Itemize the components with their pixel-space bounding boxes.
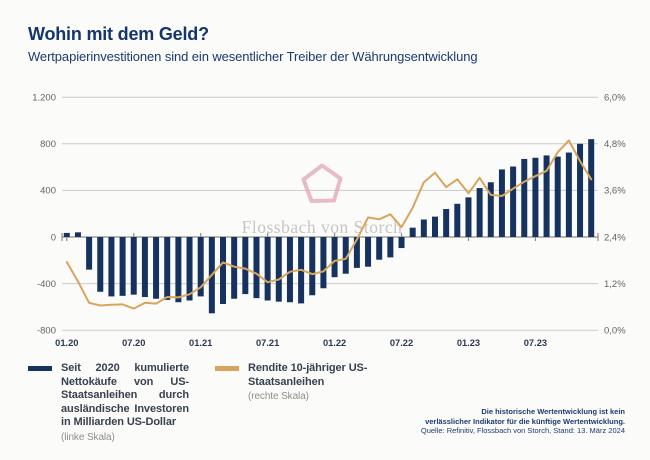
line-series-label-block — [248, 362, 370, 404]
bar — [108, 237, 114, 296]
bar — [86, 237, 92, 270]
right-axis-tick-label: 0,0% — [604, 325, 626, 337]
bar — [75, 232, 81, 237]
watermark — [242, 166, 403, 238]
bar — [510, 167, 516, 237]
x-axis-tick-label: 01.23 — [456, 338, 481, 348]
bar — [153, 237, 159, 299]
bar — [265, 237, 271, 300]
bar — [499, 169, 505, 237]
bar — [164, 237, 170, 300]
x-axis-tick-label: 07.20 — [122, 338, 146, 348]
right-axis-tick-label: 2,4% — [604, 232, 626, 244]
disclaimer-source — [421, 407, 625, 436]
bar — [64, 233, 70, 237]
bar — [532, 158, 538, 237]
chart-legend — [28, 362, 370, 444]
left-axis-tick-label: 400 — [40, 185, 56, 197]
source-line: Quelle: Refinitiv, Flossbach von Storch, Stand: 13. März 2024 — [420, 426, 625, 435]
bar — [477, 188, 483, 237]
left-axis-tick-label: 800 — [40, 139, 56, 151]
bar — [187, 237, 193, 300]
bar-series-note: (linke Skala) — [61, 431, 115, 443]
bar-series-label-block — [61, 362, 189, 444]
right-axis-tick-label: 1,2% — [604, 278, 626, 290]
left-axis-tick-label: -400 — [36, 278, 56, 290]
bar — [432, 217, 438, 237]
left-axis-tick-label: 0 — [50, 232, 56, 244]
line-series-label: Rendite 10-jähriger US-Staatsanleihen — [248, 362, 368, 388]
legend-item-bars — [28, 362, 189, 444]
bar — [443, 209, 449, 237]
bar — [387, 237, 393, 257]
bar — [332, 237, 338, 277]
bar — [365, 237, 371, 267]
disclaimer-line-1: Die historische Wertentwicklung ist kein — [481, 407, 625, 416]
bar — [120, 237, 126, 296]
bar — [253, 237, 259, 298]
right-axis-tick-label: 6,0% — [604, 92, 626, 104]
x-axis-tick-label: 07.23 — [523, 338, 548, 348]
bar — [588, 139, 594, 237]
bar — [276, 237, 282, 302]
x-axis-tick-label: 01.20 — [55, 338, 79, 348]
disclaimer-line-2: verlässlicher Indikator für die künftige Wertentwicklung. — [425, 416, 625, 426]
page-subtitle: Wertpapierinvestitionen sind ein wesentlicher Treiber der Währungsentwicklung — [28, 49, 478, 64]
bar — [465, 197, 471, 237]
bar — [242, 237, 248, 294]
left-axis-tick-label: 1.200 — [32, 92, 56, 104]
line-series-note: (rechte Skala) — [248, 391, 309, 402]
bar — [220, 237, 226, 304]
bar-series-swatch — [28, 366, 52, 371]
left-axis-tick-label: -800 — [36, 325, 56, 337]
bar — [376, 237, 382, 260]
bar — [454, 204, 460, 237]
bar — [320, 237, 326, 288]
pentagon-outline-icon — [304, 166, 341, 202]
bar — [421, 220, 427, 237]
bar — [287, 237, 293, 302]
x-axis-tick-label: 01.22 — [322, 338, 347, 348]
legend-item-line — [215, 362, 370, 444]
right-axis-tick-label: 4,8% — [604, 139, 626, 151]
x-axis-tick-label: 07.21 — [256, 338, 280, 348]
line-series-swatch — [215, 366, 239, 371]
x-axis-tick-label: 07.22 — [389, 338, 414, 348]
bar — [97, 237, 103, 292]
x-axis-labels — [55, 338, 547, 348]
bar — [555, 157, 561, 237]
bar — [399, 237, 405, 248]
page-title: Wohin mit dem Geld? — [28, 24, 209, 44]
bar — [142, 237, 148, 297]
bar — [566, 153, 572, 237]
bar — [521, 159, 527, 237]
bar — [131, 237, 137, 295]
watermark-text: Flossbach von Storch — [241, 217, 403, 237]
x-axis-tick-label: 01.21 — [189, 338, 213, 348]
right-axis-tick-label: 3,6% — [604, 185, 626, 197]
header — [28, 24, 588, 64]
bar-series-label: Seit 2020 kumulierte Nettokäufe von US-Staatsanleihen durch ausländische Investoren in Milliarden US-Dollar — [61, 362, 189, 428]
bar — [410, 228, 416, 237]
bar — [175, 237, 181, 302]
bar — [309, 237, 315, 295]
